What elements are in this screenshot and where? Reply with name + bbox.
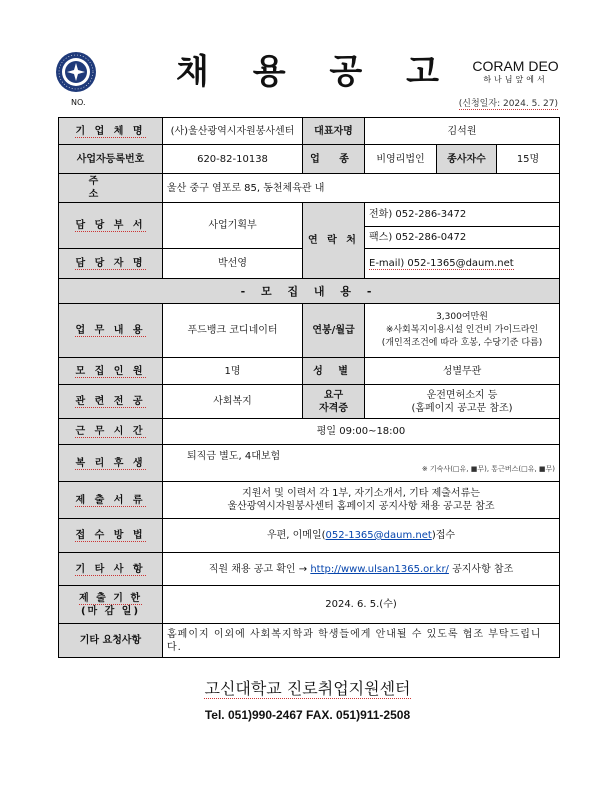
etc-label: 기 타 사 항 — [59, 553, 163, 586]
method-label: 접 수 방 법 — [59, 519, 163, 553]
email: E-mail) 052-1365@daum.net — [365, 249, 560, 279]
coram-ko: 하나님앞에서 — [483, 75, 548, 84]
recruit-section-title: - 모 집 내 용 - — [59, 279, 560, 304]
page-title: 채 용 공 고 — [176, 52, 455, 92]
address-label: 주 소 — [59, 174, 163, 203]
count: 1명 — [163, 358, 303, 385]
employees: 15명 — [497, 145, 560, 174]
dept-label: 담 당 부 서 — [59, 203, 163, 249]
employees-label: 종사자수 — [437, 145, 497, 174]
job-posting-table — [58, 117, 560, 658]
manager-label: 담 당 자 명 — [59, 249, 163, 279]
method: 우편, 이메일(052-1365@daum.net)접수 — [163, 519, 560, 553]
hours: 평일 09:00~18:00 — [163, 419, 560, 445]
salary-label: 연봉/월급 — [303, 304, 365, 358]
dept: 사업기획부 — [163, 203, 303, 249]
docs: 지원서 및 이력서 각 1부, 자기소개서, 기타 제출서류는 울산광역시자원봉사센터 홈페이지 공지사항 채용 공고문 참조 — [163, 482, 560, 519]
method-email-link[interactable]: 052-1365@daum.net — [325, 530, 432, 541]
ceo-label: 대표자명 — [303, 118, 365, 145]
etc: 직원 채용 공고 확인 → http://www.ulsan1365.or.kr/ 공지사항 참조 — [163, 553, 560, 586]
major: 사회복지 — [163, 385, 303, 419]
business-type-label: 업 종 — [303, 145, 365, 174]
welfare-label: 복 리 후 생 — [59, 445, 163, 482]
deadline-label: 제 출 기 한 (마 감 일) — [59, 586, 163, 624]
request-date: (신청일자: 2024. 5. 27) — [458, 99, 558, 109]
address: 울산 중구 염포로 85, 동천체육관 내 — [163, 174, 560, 203]
contact-label: 연 락 처 — [303, 203, 365, 279]
docs-label: 제 출 서 류 — [59, 482, 163, 519]
duty: 푸드뱅크 코디네이터 — [163, 304, 303, 358]
footer-center-name: 고신대학교 진로취업지원센터 — [204, 679, 411, 698]
phone: 전화) 052-286-3472 — [365, 203, 560, 227]
duty-label: 업 무 내 용 — [59, 304, 163, 358]
etc-url-link[interactable]: http://www.ulsan1365.or.kr/ — [310, 563, 449, 575]
hours-label: 근 무 시 간 — [59, 419, 163, 445]
document-number: NO. — [71, 98, 86, 107]
gender: 성별무관 — [365, 358, 560, 385]
request: 홈페이지 이외에 사회복지학과 학생들에게 안내될 수 있도록 협조 부탁드립니다. — [163, 624, 560, 658]
cert: 운전면허소지 등 (홈페이지 공고문 참조) — [365, 385, 560, 419]
regno: 620-82-10138 — [163, 145, 303, 174]
count-label: 모 집 인 원 — [59, 358, 163, 385]
fax: 팩스) 052-286-0472 — [365, 227, 560, 249]
regno-label: 사업자등록번호 — [59, 145, 163, 174]
major-label: 관 련 전 공 — [59, 385, 163, 419]
cert-label: 요구 자격증 — [303, 385, 365, 419]
footer-contact: Tel. 051)990-2467 FAX. 051)911-2508 — [204, 708, 411, 722]
deadline: 2024. 6. 5.(수) — [163, 586, 560, 624]
salary: 3,300여만원 ※사회복지이용시설 인건비 가이드라인 (개인적조건에 따라 호봉, 수당기준 다름) — [365, 304, 560, 358]
gender-label: 성 별 — [303, 358, 365, 385]
company-name-label: 기 업 체 명 — [59, 118, 163, 145]
request-label: 기타 요청사항 — [59, 624, 163, 658]
manager: 박선영 — [163, 249, 303, 279]
welfare: 퇴직금 별도, 4대보험 ※ 기숙사(□유, ■무), 통근버스(□유, ■무) — [163, 445, 560, 482]
ceo-name: 김석원 — [365, 118, 560, 145]
coram-en: CORAM DEO — [472, 58, 559, 74]
business-type: 비영리법인 — [365, 145, 437, 174]
coram-deo-logo — [468, 58, 563, 86]
company-name: (사)울산광역시자원봉사센터 — [163, 118, 303, 145]
